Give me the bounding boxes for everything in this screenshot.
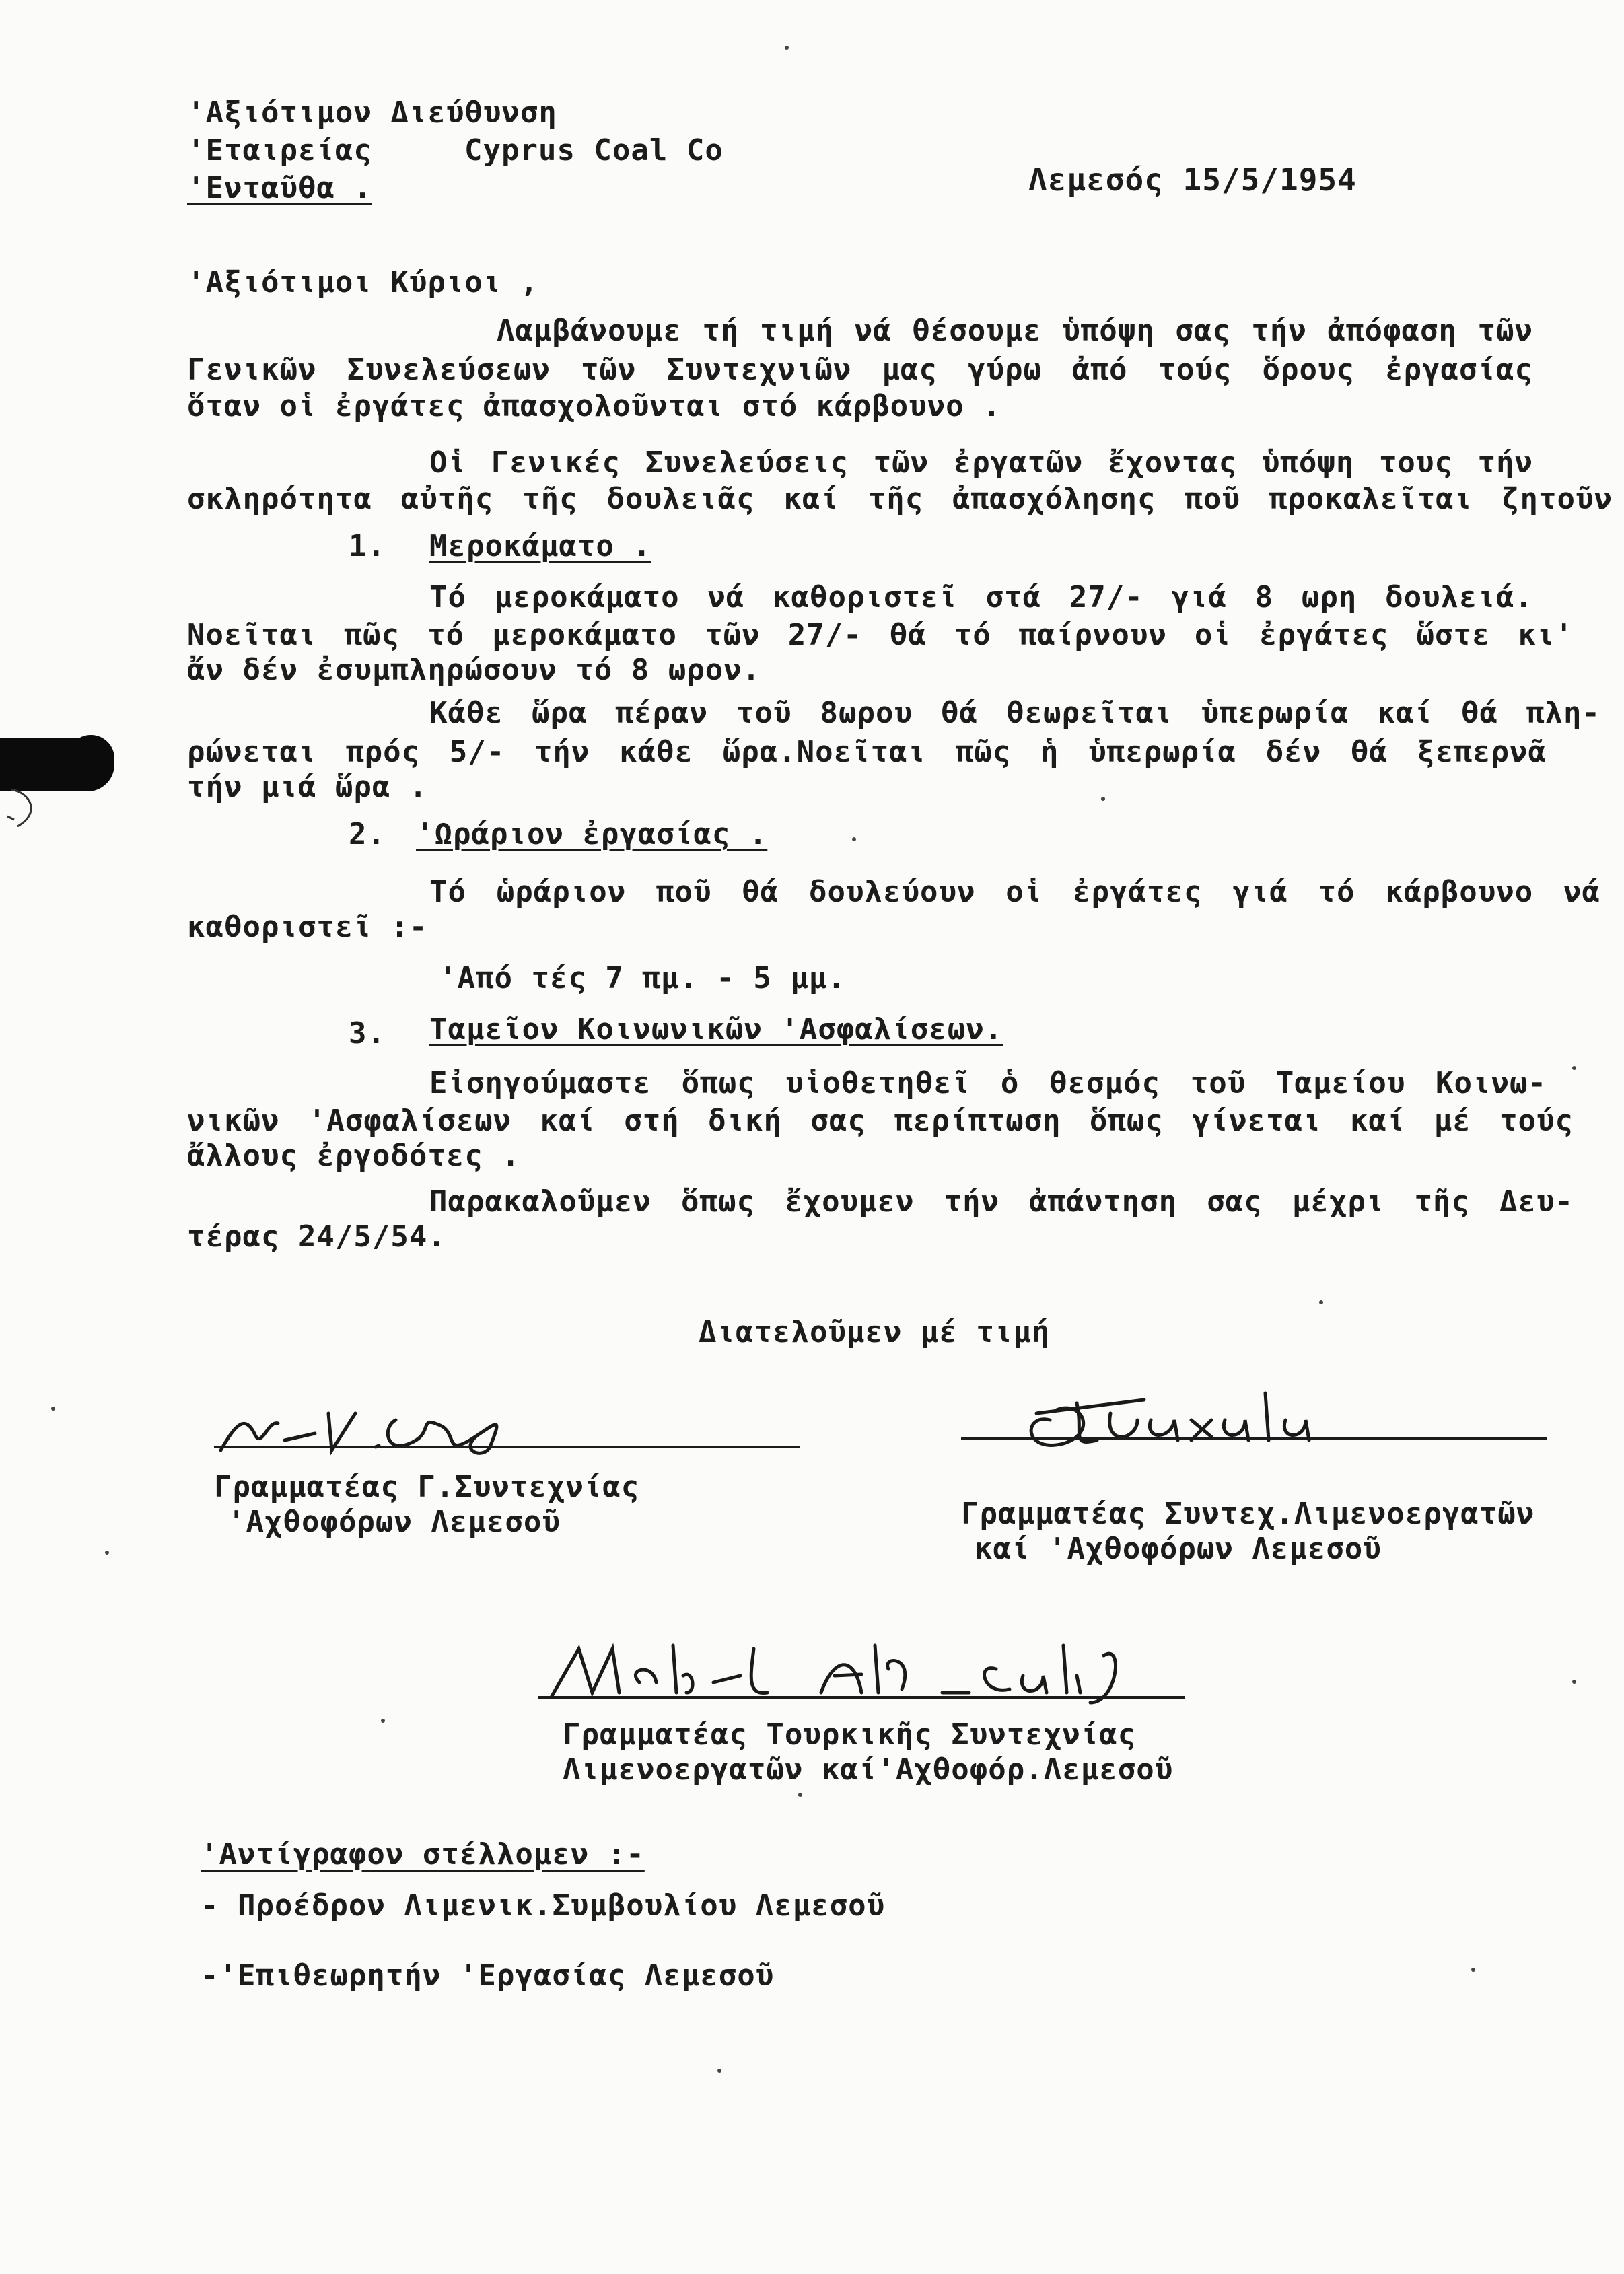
punch-hole-mark-edge xyxy=(67,735,114,782)
scan-speck xyxy=(717,2069,721,2073)
scan-speck xyxy=(852,837,856,841)
section-1-number: 1. xyxy=(349,529,386,563)
signatory-right-line-2: καί 'Αχθοφόρων Λεμεσοῦ xyxy=(975,1532,1382,1566)
section-2-number: 2. xyxy=(349,817,386,851)
intro-line-2: Γενικῶν Συνελεύσεων τῶν Συντεχνιῶν μας γύρω ἀπό τούς ὅρους ἐργασίας xyxy=(187,353,1533,387)
section-2-p1-line-2: καθοριστεῖ :- xyxy=(187,910,428,944)
paper-tear-mark xyxy=(4,786,44,833)
letter-date: Λεμεσός 15/5/1954 xyxy=(1028,162,1357,198)
intro-line-1: Λαμβάνουμε τή τιμή νά θέσουμε ὑπόψη σας τήν ἀπόφαση τῶν xyxy=(497,314,1533,348)
copies-title: 'Αντίγραφον στέλλομεν :- xyxy=(201,1837,645,1872)
scan-speck xyxy=(1319,1300,1323,1304)
section-1-p1-line-1: Τό μεροκάματο νά καθοριστεῖ στά 27/- γιά 8 ωρη δουλειά. xyxy=(429,580,1533,614)
section-3-p2-line-2: τέρας 24/5/54. xyxy=(187,1219,446,1254)
section-1-title: Μεροκάματο . xyxy=(429,529,651,563)
intro-line-3: ὅταν οἱ ἐργάτες ἀπασχολοῦνται στό κάρβουνο . xyxy=(187,389,1001,423)
recipient-line-1: 'Αξιότιμον Διεύθυνση xyxy=(187,96,557,130)
signatory-left-line-1: Γραμματέας Γ.Συντεχνίας xyxy=(214,1470,640,1504)
recipient-line-2-label: 'Εταιρείας xyxy=(187,133,372,168)
signatory-right-line-1: Γραμματέας Συντεχ.Λιμενοεργατῶν xyxy=(961,1497,1535,1531)
scan-speck xyxy=(1572,1680,1576,1684)
section-3-p2-line-1: Παρακαλοῦμεν ὅπως ἔχουμεν τήν ἀπάντηση σας μέχρι τῆς Δευ- xyxy=(429,1184,1574,1219)
scan-speck xyxy=(785,46,789,50)
para2-line-2: σκληρότητα αὐτῆς τῆς δουλειᾶς καί τῆς ἀπασχόλησης ποῦ προκαλεῖται ζητοῦν xyxy=(187,482,1613,516)
scan-speck xyxy=(51,1407,55,1411)
scan-speck xyxy=(1101,797,1105,801)
scan-speck xyxy=(1572,1066,1576,1070)
signature-right xyxy=(1010,1373,1386,1460)
signature-right-line xyxy=(961,1437,1547,1440)
section-2-title: 'Ωράριον ἐργασίας . xyxy=(416,817,768,851)
section-3-p1-line-3: ἄλλους ἐργοδότες . xyxy=(187,1139,520,1173)
recipient-line-3: 'Ενταῦθα . xyxy=(187,171,372,205)
recipient-company: Cyprus Coal Co xyxy=(464,133,723,168)
scan-speck xyxy=(105,1551,109,1555)
section-1-p1-line-2: Νοεῖται πῶς τό μεροκάματο τῶν 27/- θά τό παίρνουν οἱ ἐργάτες ὥστε κι' xyxy=(187,618,1574,652)
scan-speck xyxy=(798,1793,802,1797)
section-3-title: Ταμεῖον Κοινωνικῶν 'Ασφαλίσεων. xyxy=(429,1012,1003,1046)
section-1-p2-line-2: ρώνεται πρός 5/- τήν κάθε ὥρα.Νοεῖται πῶς ἡ ὑπερωρία δέν θά ξεπερνᾶ xyxy=(187,735,1547,769)
section-2-p1-line-1: Τό ὡράριον ποῦ θά δουλεύουν οἱ ἐργάτες γιά τό κάρβουνο νά xyxy=(429,875,1600,909)
salutation: 'Αξιότιμοι Κύριοι , xyxy=(187,265,539,299)
scan-speck xyxy=(1471,1968,1475,1972)
section-1-p2-line-1: Κάθε ὥρα πέραν τοῦ 8ωρου θά θεωρεῖται ὑπερωρία καί θά πλη- xyxy=(429,696,1600,730)
closing: Διατελοῦμεν μέ τιμή xyxy=(699,1315,1051,1349)
section-3-number: 3. xyxy=(349,1016,386,1051)
copies-item-1: - Προέδρον Λιμενικ.Συμβουλίου Λεμεσοῦ xyxy=(201,1888,886,1923)
signatory-left-line-2: 'Αχθοφόρων Λεμεσοῦ xyxy=(227,1505,561,1539)
section-1-p2-line-3: τήν μιά ὥρα . xyxy=(187,770,428,804)
scan-speck xyxy=(381,1719,385,1723)
signature-left xyxy=(214,1386,564,1467)
signatory-center-line-2: Λιμενοεργατῶν καί'Αχθοφόρ.Λεμεσοῦ xyxy=(563,1752,1174,1787)
signatory-center-line-1: Γραμματέας Τουρκικῆς Συντεχνίας xyxy=(563,1717,1137,1752)
section-1-p1-line-3: ἄν δέν ἐσυμπληρώσουν τό 8 ωρον. xyxy=(187,653,761,687)
signature-center-line xyxy=(538,1696,1185,1699)
para2-line-1: Οἱ Γενικές Συνελεύσεις τῶν ἐργατῶν ἔχοντας ὑπόψη τους τήν xyxy=(429,446,1533,480)
copies-item-2: -'Επιθεωρητήν 'Εργασίας Λεμεσοῦ xyxy=(201,1958,775,1993)
signature-left-line xyxy=(214,1446,800,1448)
section-3-p1-line-2: νικῶν 'Ασφαλίσεων καί στή δική σας περίπτωση ὅπως γίνεται καί μέ τούς xyxy=(187,1104,1574,1138)
section-3-p1-line-1: Εἰσηγούμαστε ὅπως υἱοθετηθεῖ ὁ θεσμός τοῦ Ταμείου Κοινω- xyxy=(429,1066,1547,1100)
section-2-hours: 'Από τές 7 πμ. - 5 μμ. xyxy=(439,961,846,995)
